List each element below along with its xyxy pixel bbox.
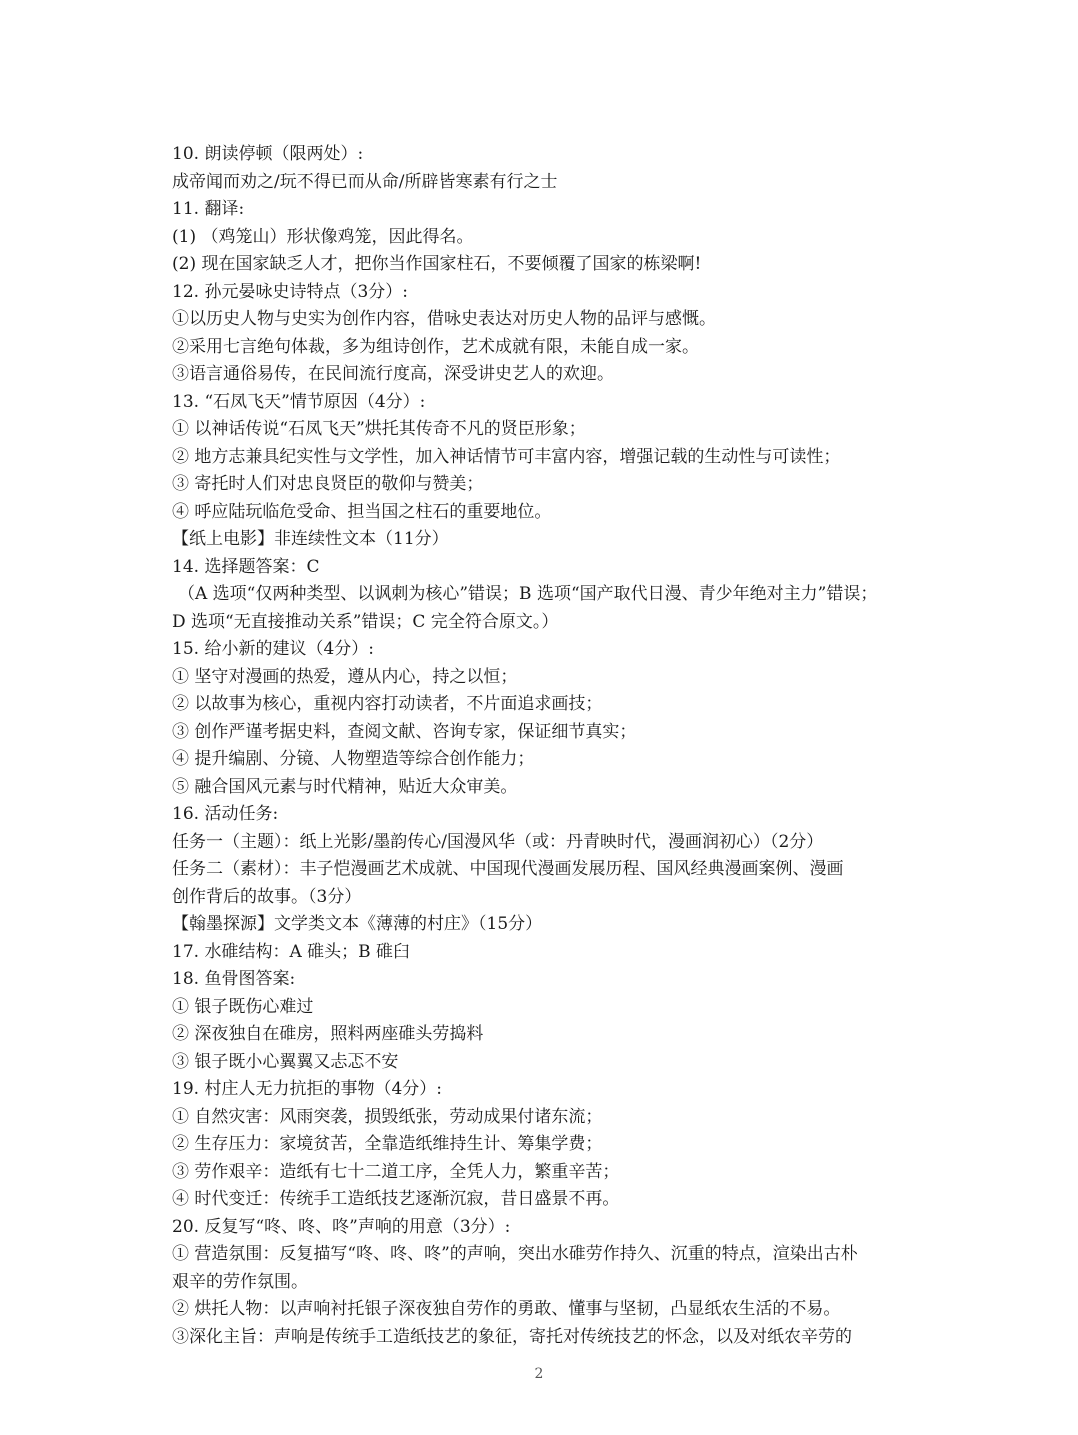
q12-point-3: ③语言通俗易传，在民间流行度高，深受讲史艺人的欢迎。 <box>172 364 614 384</box>
q13-heading: 13. “石凤飞天”情节原因（4分）: <box>172 391 426 412</box>
q11-heading: 11. 翻译: <box>172 199 245 219</box>
q15-point-3: ③ 创作严谨考据史料，查阅文献、咨询专家，保证细节真实； <box>172 721 637 742</box>
q10-answer: 成帝闻而劝之/玩不得已而从命/所辟皆寒素有行之士 <box>172 171 558 192</box>
section-heading-paper-movie: 【纸上电影】非连续性文本（11分） <box>172 529 449 549</box>
q11-answer-2: (2) 现在国家缺乏人才，把你当作国家柱石，不要倾覆了国家的栋梁啊! <box>172 254 702 274</box>
q12-point-1: ①以历史人物与史实为创作内容，借咏史表达对历史人物的品评与感慨。 <box>172 309 716 329</box>
q19-point-4: ④ 时代变迁：传统手工造纸技艺逐渐沉寂，昔日盛景不再。 <box>172 1189 620 1209</box>
q15-point-2: ② 以故事为核心，重视内容打动读者，不片面追求画技； <box>172 694 603 714</box>
q12-point-2: ②采用七言绝句体裁，多为组诗创作，艺术成就有限，未能自成一家。 <box>172 336 699 357</box>
q14-explanation-line-2: D 选项“无直接推动关系”错误；C 完全符合原文。） <box>172 611 559 632</box>
q13-point-1: ① 以神话传说“石凤飞天”烘托其传奇不凡的贤臣形象； <box>172 419 586 439</box>
q18-point-2: ② 深夜独自在碓房，照料两座碓头劳捣料 <box>172 1024 484 1044</box>
q13-point-2: ② 地方志兼具纪实性与文学性，加入神话情节可丰富内容，增强记载的生动性与可读性； <box>172 446 841 467</box>
q20-point-2: ② 烘托人物：以声响衬托银子深夜独自劳作的勇敢、懂事与坚韧，凸显纸农生活的不易。 <box>172 1299 841 1319</box>
q16-task-2-line-1: 任务二（素材）：丰子恺漫画艺术成就、中国现代漫画发展历程、国风经典漫画案例、漫画 <box>172 859 844 879</box>
q18-heading: 18. 鱼骨图答案: <box>172 969 296 989</box>
q19-point-2: ② 生存压力：家境贫苦，全靠造纸维持生计、筹集学费； <box>172 1134 603 1154</box>
q14-heading: 14. 选择题答案：C <box>172 556 320 577</box>
q16-task-1: 任务一（主题）：纸上光影/墨韵传心/国漫风华（或：丹青映时代，漫画润初心）（2分） <box>172 831 824 852</box>
q13-point-4: ④ 呼应陆玩临危受命、担当国之柱石的重要地位。 <box>172 501 552 522</box>
q13-point-3: ③ 寄托时人们对忠良贤臣的敬仰与赞美； <box>172 474 484 494</box>
q11-answer-1: (1) （鸡笼山）形状像鸡笼，因此得名。 <box>172 226 474 247</box>
q12-heading: 12. 孙元晏咏史诗特点（3分）: <box>172 281 408 302</box>
q19-heading: 19. 村庄人无力抗拒的事物（4分）: <box>172 1079 442 1099</box>
q20-point-1-line-2: 艰辛的劳作氛围。 <box>172 1271 308 1292</box>
q17-answer: 17. 水碓结构：A 碓头；B 碓臼 <box>172 941 411 962</box>
q19-point-3: ③ 劳作艰辛：造纸有七十二道工序，全凭人力，繁重辛苦； <box>172 1161 620 1182</box>
q18-point-3: ③ 银子既小心翼翼又忐忑不安 <box>172 1051 399 1072</box>
q20-heading: 20. 反复写“咚、咚、咚”声响的用意（3分）: <box>172 1216 511 1237</box>
answer-document <box>172 141 922 1351</box>
q15-point-5: ⑤ 融合国风元素与时代精神，贴近大众审美。 <box>172 776 518 797</box>
q20-point-1-line-1: ① 营造氛围：反复描写“咚、咚、咚”的声响，突出水碓劳作持久、沉重的特点，渲染出古朴 <box>172 1244 858 1264</box>
q15-heading: 15. 给小新的建议（4分）: <box>172 639 374 659</box>
q15-point-1: ① 坚守对漫画的热爱，遵从内心，持之以恒； <box>172 666 518 687</box>
q20-point-3: ③深化主旨：声响是传统手工造纸技艺的象征，寄托对传统技艺的怀念，以及对纸农辛劳的 <box>172 1326 852 1347</box>
q19-point-1: ① 自然灾害：风雨突袭，损毁纸张，劳动成果付诸东流； <box>172 1106 603 1127</box>
q14-explanation-line-1: （A 选项“仅两种类型、以讽刺为核心”错误；B 选项“国产取代日漫、青少年绝对主力”错误； <box>178 584 878 604</box>
q10-heading: 10. 朗读停顿（限两处）: <box>172 144 364 164</box>
page-number: 2 <box>534 1366 544 1382</box>
q16-task-2-line-2: 创作背后的故事。（3分） <box>172 886 362 907</box>
q16-heading: 16. 活动任务: <box>172 804 279 824</box>
q18-point-1: ① 银子既伤心难过 <box>172 996 314 1017</box>
section-heading-literary-text: 【翰墨探源】文学类文本《薄薄的村庄》（15分） <box>172 914 543 934</box>
q15-point-4: ④ 提升编剧、分镜、人物塑造等综合创作能力； <box>172 749 535 769</box>
